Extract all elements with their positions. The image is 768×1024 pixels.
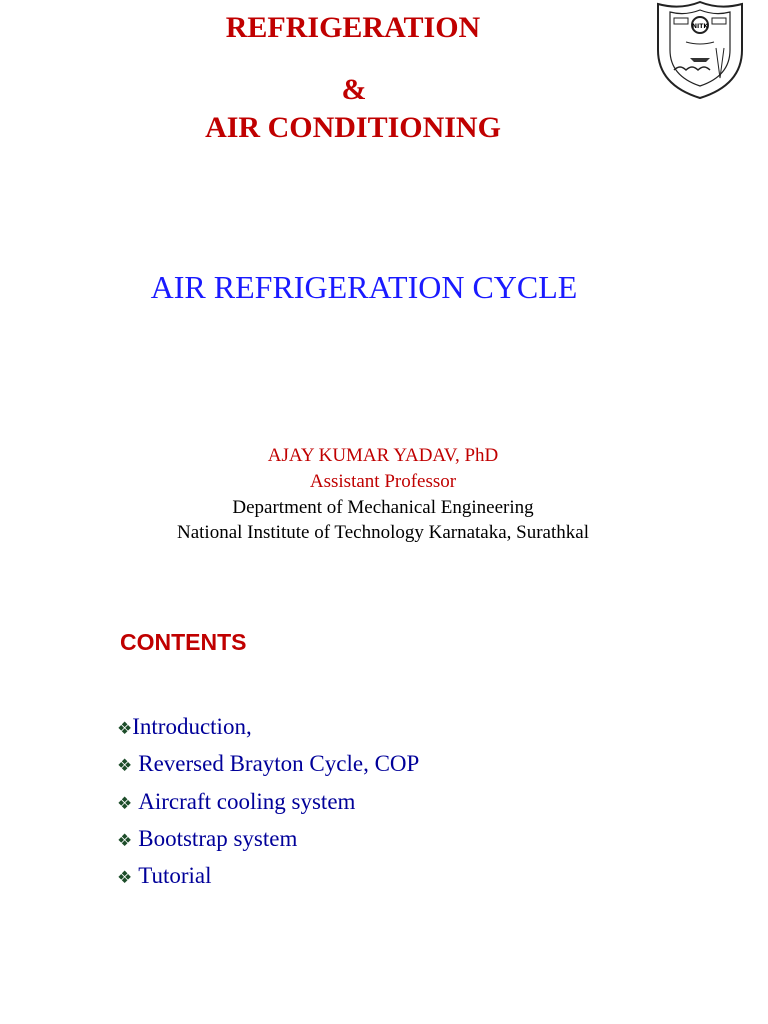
diamond-bullet-icon: ❖ bbox=[117, 868, 133, 887]
author-title: Assistant Professor bbox=[309, 471, 457, 492]
contents-item-label: Bootstrap system bbox=[138, 826, 298, 851]
lecture-title: AIR REFRIGERATION CYCLE bbox=[150, 269, 578, 305]
course-title-line2: AIR CONDITIONING bbox=[205, 111, 501, 144]
author-name: AJAY KUMAR YADAV, PhD bbox=[267, 445, 499, 466]
author-department: Department of Mechanical Engineering bbox=[232, 497, 534, 518]
diamond-bullet-icon: ❖ bbox=[117, 719, 133, 738]
diamond-bullet-icon: ❖ bbox=[117, 794, 133, 813]
diamond-bullet-icon: ❖ bbox=[117, 831, 133, 850]
contents-item bbox=[117, 863, 212, 889]
diamond-bullet-icon: ❖ bbox=[117, 756, 133, 775]
contents-item bbox=[117, 826, 297, 852]
svg-text:NITK: NITK bbox=[692, 23, 708, 30]
contents-item-label: Aircraft cooling system bbox=[138, 789, 356, 814]
contents-item bbox=[117, 751, 419, 777]
contents-item-label: Reversed Brayton Cycle, COP bbox=[138, 751, 420, 776]
contents-heading: CONTENTS bbox=[120, 629, 247, 655]
contents-item bbox=[117, 789, 355, 815]
contents-item-label: Tutorial bbox=[138, 863, 212, 888]
course-title: REFRIGERATION bbox=[225, 11, 481, 44]
course-title-ampersand: & bbox=[341, 73, 367, 106]
contents-item-label: Introduction, bbox=[132, 714, 252, 739]
nitk-logo bbox=[650, 0, 750, 100]
contents-item bbox=[117, 714, 252, 740]
author-institute: National Institute of Technology Karnataka, Surathkal bbox=[177, 522, 589, 543]
